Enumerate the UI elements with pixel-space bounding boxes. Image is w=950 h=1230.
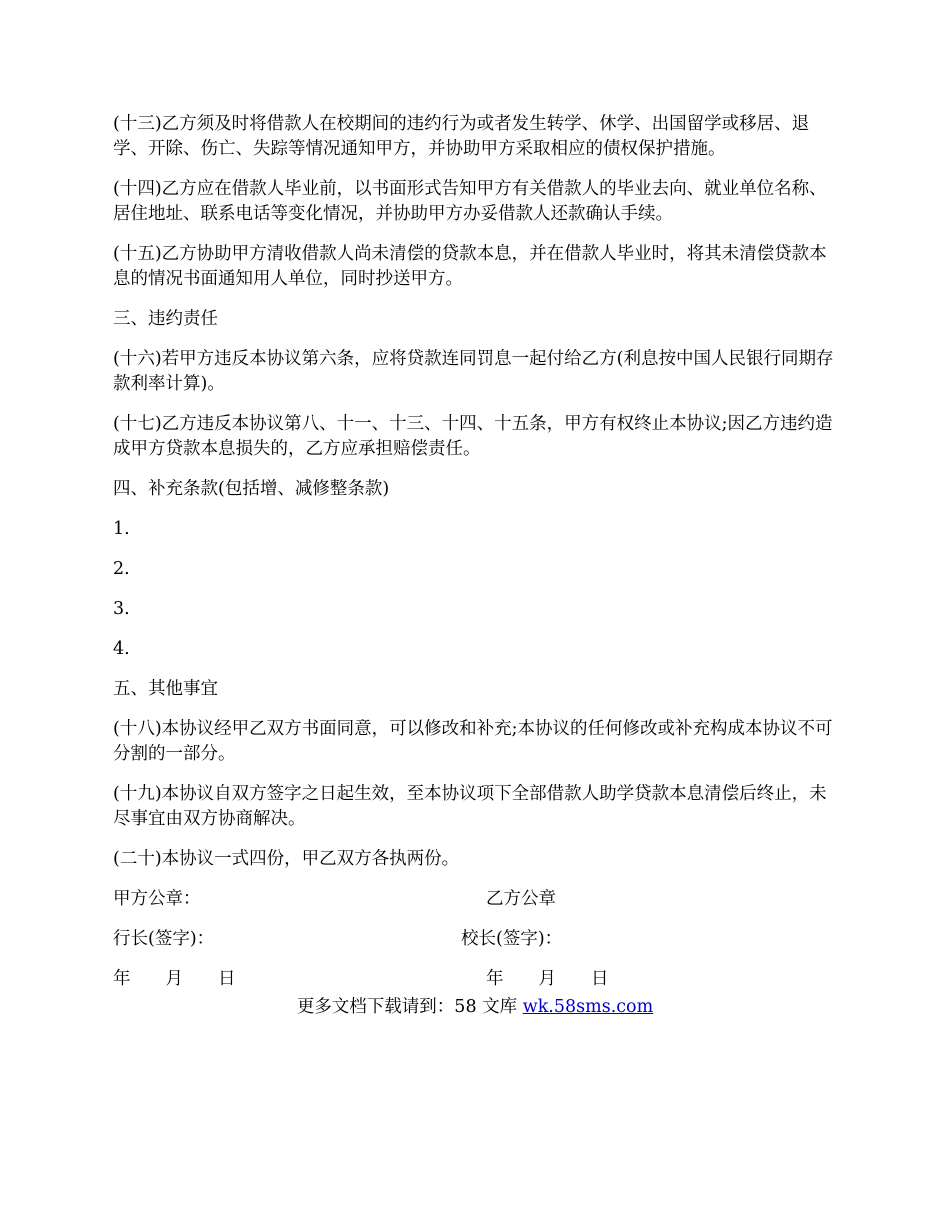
party-a-date-label: 年 月 日	[113, 969, 236, 989]
clause-13: (十三)乙方须及时将借款人在校期间的违约行为或者发生转学、休学、出国留学或移居、退学、开除、伤亡、失踪等情况通知甲方，并协助甲方采取相应的债权保护措施。	[113, 114, 810, 159]
signature-row-seal	[113, 887, 843, 912]
signature-row-date	[113, 967, 843, 992]
party-b-date-label: 年 月 日	[486, 969, 609, 989]
footer-site-link[interactable]: wk.58sms.com	[522, 997, 654, 1017]
section-heading-breach: 三、违约责任	[113, 309, 218, 329]
supplementary-item-2: 2.	[113, 559, 130, 579]
clause-17: (十七)乙方违反本协议第八、十一、十三、十四、十五条，甲方有权终止本协议;因乙方违约造成甲方贷款本息损失的，乙方应承担赔偿责任。	[113, 414, 833, 459]
clause-14: (十四)乙方应在借款人毕业前，以书面形式告知甲方有关借款人的毕业去向、就业单位名称、居住地址、联系电话等变化情况，并协助甲方办妥借款人还款确认手续。	[113, 179, 827, 224]
clause-18: (十八)本协议经甲乙双方书面同意，可以修改和补充;本协议的任何修改或补充构成本协议不可分割的一部分。	[113, 719, 833, 764]
school-president-sign-label: 校长(签字)：	[461, 929, 563, 949]
supplementary-item-1: 1.	[113, 519, 130, 539]
bank-president-sign-label: 行长(签字)：	[113, 929, 215, 949]
supplementary-item-3: 3.	[113, 599, 130, 619]
clause-16: (十六)若甲方违反本协议第六条，应将贷款连同罚息一起付给乙方(利息按中国人民银行同期存款利率计算)。	[113, 349, 834, 394]
section-heading-other: 五、其他事宜	[113, 679, 218, 699]
footer-prefix-text: 更多文档下载请到：58 文库	[296, 997, 523, 1017]
download-footer	[0, 995, 950, 1020]
supplementary-item-4: 4.	[113, 639, 130, 659]
party-b-seal-label: 乙方公章	[486, 889, 556, 909]
clause-19: (十九)本协议自双方签字之日起生效，至本协议项下全部借款人助学贷款本息清偿后终止，未尽事宜由双方协商解决。	[113, 784, 827, 829]
party-a-seal-label: 甲方公章：	[113, 889, 201, 909]
clause-15: (十五)乙方协助甲方清收借款人尚未清偿的贷款本息，并在借款人毕业时，将其未清偿贷款本息的情况书面通知用人单位，同时抄送甲方。	[113, 244, 827, 289]
signature-row-sign	[113, 927, 843, 952]
section-heading-supplementary: 四、补充条款(包括增、减修整条款)	[113, 479, 390, 499]
clause-20: (二十)本协议一式四份，甲乙双方各执两份。	[113, 849, 460, 869]
document-body	[113, 112, 843, 1007]
